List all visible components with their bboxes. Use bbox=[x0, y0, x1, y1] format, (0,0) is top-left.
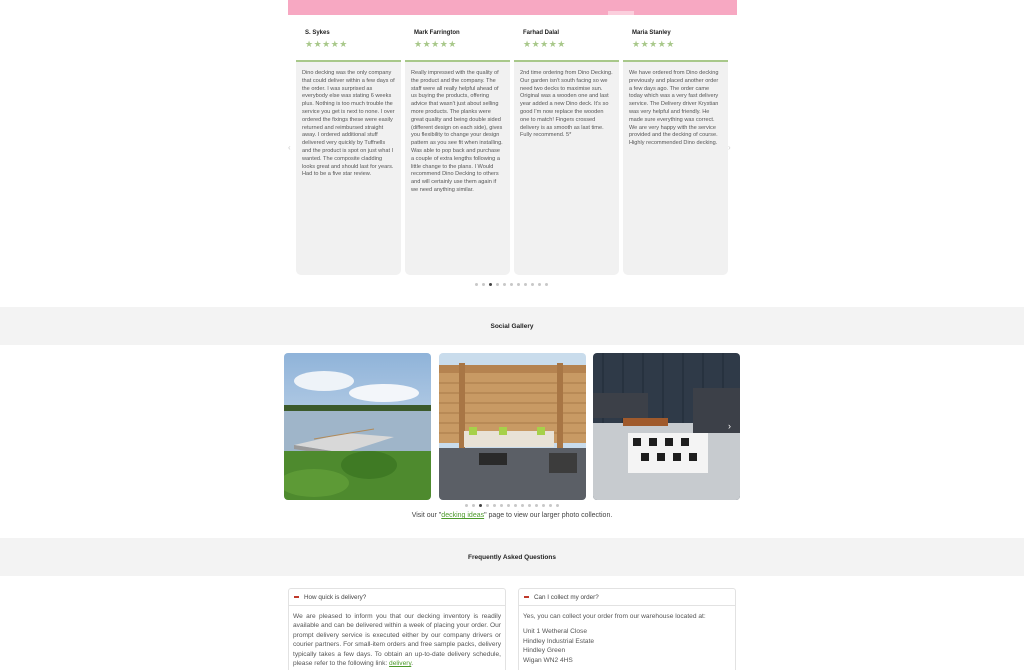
address-line: Hindley Green bbox=[523, 647, 566, 655]
reviewer-name: Mark Farrington bbox=[414, 30, 460, 36]
pagination-dot[interactable] bbox=[510, 283, 513, 286]
top-banner-strip bbox=[288, 0, 737, 15]
faq-question: How quick is delivery? bbox=[304, 593, 367, 601]
address-line: Wigan WN2 4HS bbox=[523, 656, 573, 664]
pagination-dot[interactable] bbox=[528, 504, 531, 507]
review-text: We have ordered from Dino decking previously and placed another order a few days ago. The order came today which was a very fast delivery service. The Delivery driver Krystian was very helpful and friendly. He made sure everything was correct. We are very happy with the service provided and the decking of course. Highly recommended Dino decking. bbox=[623, 60, 728, 275]
pagination-dot[interactable] bbox=[493, 504, 496, 507]
pagination-dot[interactable] bbox=[556, 504, 559, 507]
faq-item bbox=[518, 588, 736, 670]
reviewer-name: Maria Stanley bbox=[632, 30, 671, 36]
section-band bbox=[0, 538, 1024, 576]
faq-answer bbox=[519, 606, 735, 670]
pagination-dot[interactable] bbox=[475, 283, 478, 286]
pagination-dot[interactable] bbox=[503, 283, 506, 286]
pagination-dot[interactable] bbox=[521, 504, 524, 507]
section-band bbox=[0, 307, 1024, 345]
pagination-dot[interactable] bbox=[486, 504, 489, 507]
pagination-dot[interactable] bbox=[549, 504, 552, 507]
pagination-dot-active[interactable] bbox=[479, 504, 482, 507]
review-text: Really impressed with the quality of the product and the company. The staff were all really helpful ahead of us buying the products, offering advice that wasn't just about selling more products. The planks were great quality and being double sided (different design on each side), gives you flexibility to change your design pattern as you see fit when installing. Was able to pop back and purchase a couple of extra lengths following a little change to the plans. I Would recommend Dino Decking to others and will certainly use them again if we need anything similar. bbox=[405, 60, 510, 275]
delivery-link[interactable]: delivery bbox=[389, 660, 412, 668]
reviews-prev-arrow-icon[interactable]: ‹ bbox=[288, 143, 291, 152]
gallery-pagination bbox=[465, 504, 559, 507]
reviews-next-arrow-icon[interactable]: › bbox=[728, 143, 731, 152]
pagination-dot[interactable] bbox=[542, 504, 545, 507]
section-title: Frequently Asked Questions bbox=[468, 553, 556, 561]
collapse-minus-icon bbox=[294, 596, 299, 598]
star-rating-icon: ★★★★★ bbox=[305, 39, 348, 49]
pagination-dot[interactable] bbox=[472, 504, 475, 507]
address-line: Hindley Industrial Estate bbox=[523, 637, 595, 645]
reviews-pagination bbox=[475, 283, 548, 286]
pagination-dot[interactable] bbox=[514, 504, 517, 507]
faq-answer bbox=[289, 606, 505, 670]
faq-question-toggle[interactable] bbox=[289, 589, 505, 606]
gallery-photo-pergola-deck[interactable] bbox=[439, 353, 586, 500]
caption-text-start: Visit our " bbox=[411, 512, 442, 519]
section-title: Social Gallery bbox=[490, 322, 534, 330]
reviewer-name: Farhad Dalal bbox=[523, 30, 560, 36]
reviews-carousel bbox=[288, 22, 737, 282]
faq-item bbox=[288, 588, 506, 670]
pagination-dot[interactable] bbox=[524, 283, 527, 286]
pagination-dot[interactable] bbox=[500, 504, 503, 507]
collapse-minus-icon bbox=[524, 596, 529, 598]
pagination-dot[interactable] bbox=[465, 504, 468, 507]
pagination-dot[interactable] bbox=[531, 283, 534, 286]
star-rating-icon: ★★★★★ bbox=[632, 39, 675, 49]
faq-answer-intro: Yes, you can collect your order from our warehouse located at: bbox=[523, 613, 706, 620]
review-text: 2nd time ordering from Dino Decking. Our garden isn't south facing so we need two decks to maximise sun. Original was a wooden one and last year added a new Dino deck. It's so good I'm now replace the wooden one to match! Fingers crossed delivery is as smooth as last time. Fully recommend. 5* bbox=[514, 60, 619, 275]
gallery-photo-outdoor-lounge[interactable] bbox=[593, 353, 740, 500]
faq-answer-text: We are pleased to inform you that our decking inventory is readily available and can be delivered within a week of placing your order. Our prompt delivery service is executed either by our company drivers or courier partners. For small-item orders and free sample packs, delivery typically takes a few days. To obtain an up-to-date delivery schedule, please refer to the following link: bbox=[293, 613, 501, 668]
pagination-dot[interactable] bbox=[496, 283, 499, 286]
pagination-dot[interactable] bbox=[507, 504, 510, 507]
banner-notch bbox=[608, 11, 634, 15]
star-rating-icon: ★★★★★ bbox=[414, 39, 457, 49]
pagination-dot[interactable] bbox=[545, 283, 548, 286]
pagination-dot[interactable] bbox=[482, 283, 485, 286]
faq-answer-end: . bbox=[411, 660, 414, 668]
gallery-next-arrow-icon[interactable]: › bbox=[728, 421, 731, 431]
faq-question-toggle[interactable] bbox=[519, 589, 735, 606]
pagination-dot-active[interactable] bbox=[489, 283, 492, 286]
pagination-dot[interactable] bbox=[538, 283, 541, 286]
decking-ideas-link[interactable]: decking ideas bbox=[441, 512, 485, 519]
faq-question: Can I collect my order? bbox=[534, 593, 599, 601]
pagination-dot[interactable] bbox=[535, 504, 538, 507]
star-rating-icon: ★★★★★ bbox=[523, 39, 566, 49]
pagination-dot[interactable] bbox=[517, 283, 520, 286]
review-text: Dino decking was the only company that could deliver within a few days of the order. I was surprised as everybody else was stating 6 weeks plus. Nothing is too much trouble the service you get is next to none. I over ordered the fixings these were easily returned and reimbursed straight away. I ordered additional stuff delivered very quickly by Tuffnells and the product is spot on just what I wanted. The composite cladding looks great and should last for years. Had to be a five star review. bbox=[296, 60, 401, 275]
caption-text-end: " page to view our larger photo collection. bbox=[484, 512, 613, 519]
gallery-caption bbox=[0, 512, 1024, 519]
reviewer-name: S. Sykes bbox=[305, 30, 330, 36]
address-line: Unit 1 Wetheral Close bbox=[523, 628, 588, 636]
gallery-photo-lake-pontoon[interactable] bbox=[284, 353, 431, 500]
